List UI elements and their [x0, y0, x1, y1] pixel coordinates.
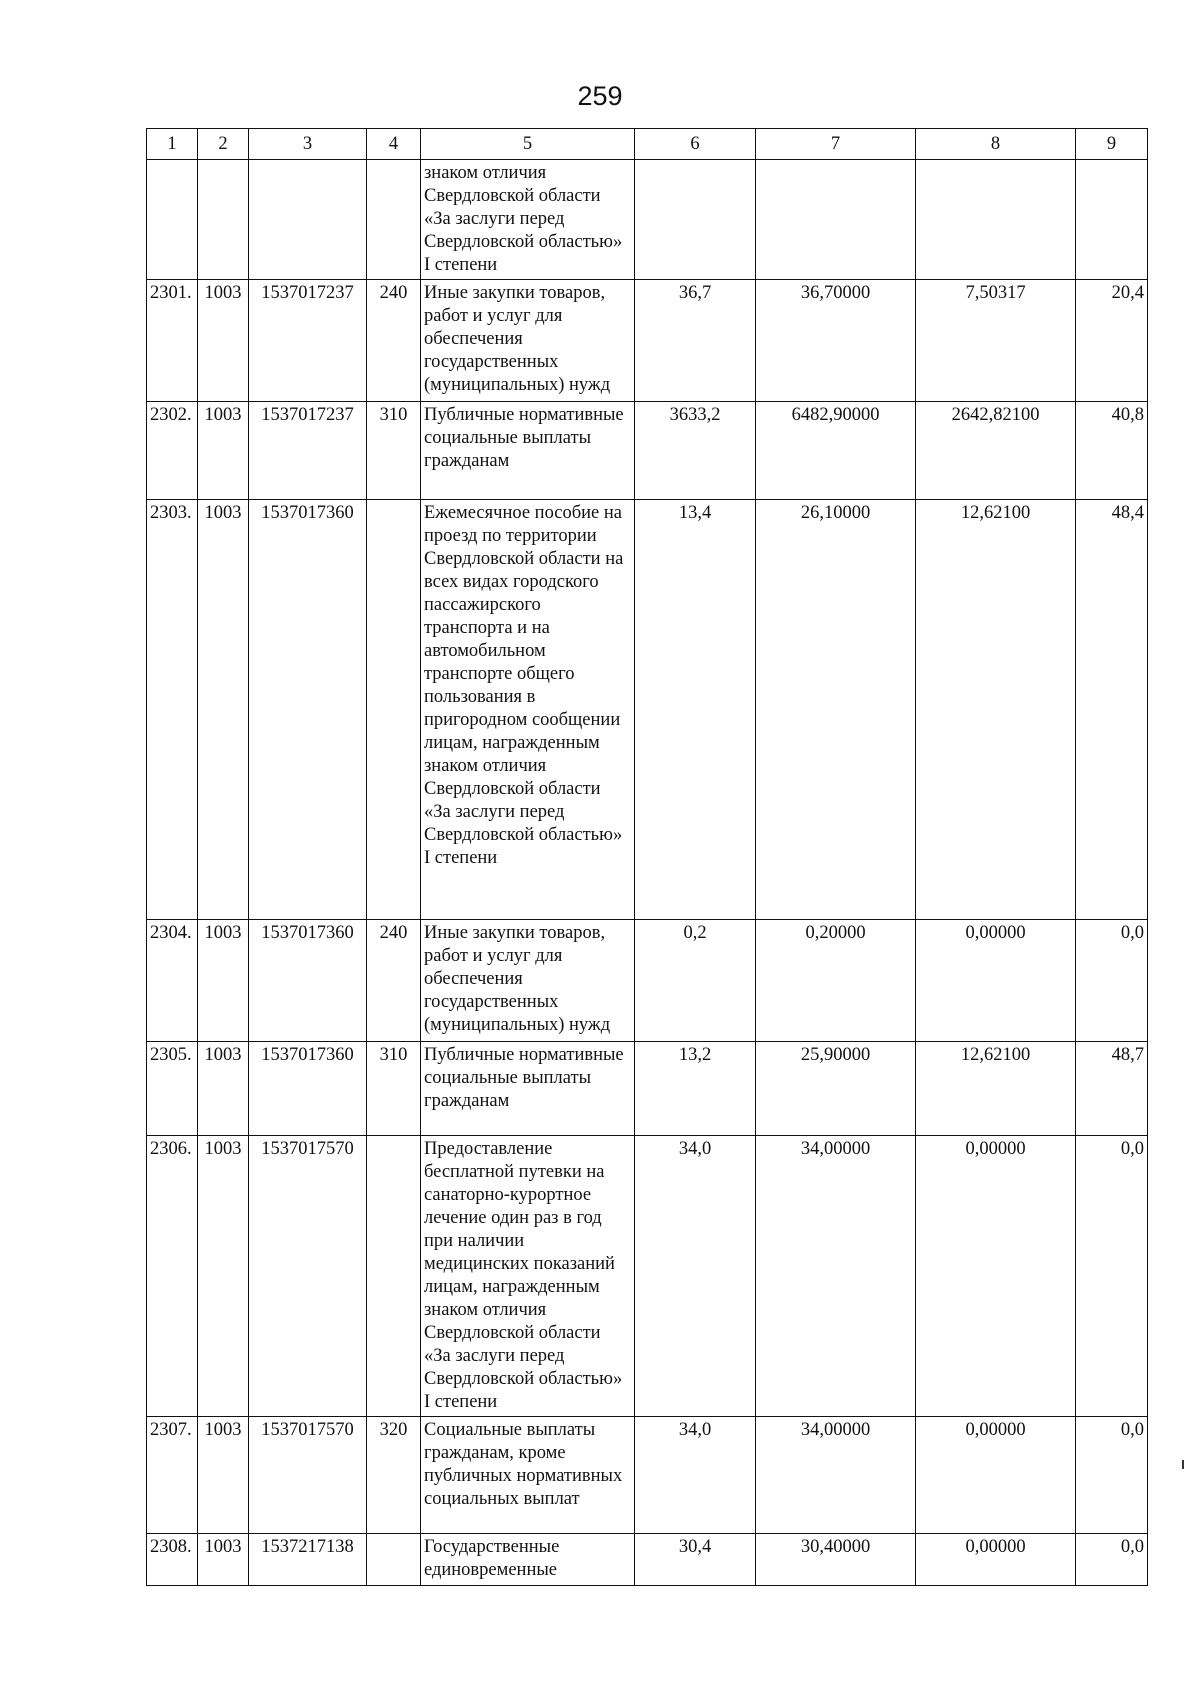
section-code: 1003: [198, 920, 249, 1042]
target-code: 1537017570: [249, 1417, 367, 1534]
value-col6: [635, 160, 756, 280]
header-cell-8: 8: [916, 129, 1076, 160]
table-row: [147, 1136, 1148, 1417]
percent-col9: [1076, 160, 1148, 280]
target-code: 1537217138: [249, 1534, 367, 1586]
value-col8: 0,00000: [916, 1534, 1076, 1586]
percent-col9: 0,0: [1076, 1534, 1148, 1586]
value-col8: 12,62100: [916, 500, 1076, 920]
description: знаком отличия Свердловской области «За заслуги перед Свердловской областью» I степени: [421, 160, 635, 280]
value-col8: 12,62100: [916, 1042, 1076, 1136]
value-col6: 0,2: [635, 920, 756, 1042]
section-code: 1003: [198, 1136, 249, 1417]
header-cell-4: 4: [367, 129, 421, 160]
section-code: 1003: [198, 1534, 249, 1586]
percent-col9: 48,7: [1076, 1042, 1148, 1136]
percent-col9: 0,0: [1076, 1417, 1148, 1534]
description: Предоставление бесплатной путевки на санаторно-курортное лечение один раз в год при наличии медицинских показаний лицам, награжденным знаком отличия Свердловской области «За заслуги перед Свердловской областью» I степени: [421, 1136, 635, 1417]
value-col8: 2642,82100: [916, 402, 1076, 500]
section-code: [198, 160, 249, 280]
table-row: [147, 500, 1148, 920]
row-number: [147, 160, 198, 280]
value-col6: 3633,2: [635, 402, 756, 500]
value-col7: [756, 160, 916, 280]
value-col7: 26,10000: [756, 500, 916, 920]
scan-speck: [1182, 1460, 1184, 1469]
section-code: 1003: [198, 500, 249, 920]
percent-col9: 0,0: [1076, 920, 1148, 1042]
row-number: 2304.: [147, 920, 198, 1042]
header-cell-9: 9: [1076, 129, 1148, 160]
description: Ежемесячное пособие на проезд по территории Свердловской области на всех видах городского пассажирского транспорта и на автомобильном транспорте общего пользования в пригородном сообщении лицам, награжденным знаком отличия Свердловской области «За заслуги перед Свердловской областью» I степени: [421, 500, 635, 920]
header-row: [147, 129, 1148, 160]
section-code: 1003: [198, 1042, 249, 1136]
description: Иные закупки товаров, работ и услуг для обеспечения государственных (муниципальных) нужд: [421, 920, 635, 1042]
header-cell-2: 2: [198, 129, 249, 160]
target-code: 1537017570: [249, 1136, 367, 1417]
table-row: [147, 280, 1148, 402]
table-row: [147, 1417, 1148, 1534]
value-col6: 34,0: [635, 1417, 756, 1534]
row-number: 2302.: [147, 402, 198, 500]
target-code: 1537017237: [249, 280, 367, 402]
description: Государственные единовременные: [421, 1534, 635, 1586]
expense-type-code: 240: [367, 280, 421, 402]
row-number: 2305.: [147, 1042, 198, 1136]
expense-type-code: [367, 1136, 421, 1417]
value-col7: 25,90000: [756, 1042, 916, 1136]
expense-type-code: 240: [367, 920, 421, 1042]
value-col7: 0,20000: [756, 920, 916, 1042]
target-code: [249, 160, 367, 280]
value-col7: 34,00000: [756, 1136, 916, 1417]
expense-type-code: 310: [367, 1042, 421, 1136]
page-number: 259: [577, 81, 623, 111]
header-cell-1: 1: [147, 129, 198, 160]
value-col6: 36,7: [635, 280, 756, 402]
header-cell-3: 3: [249, 129, 367, 160]
description: Публичные нормативные социальные выплаты гражданам: [421, 402, 635, 500]
table-row: [147, 1534, 1148, 1586]
header-cell-7: 7: [756, 129, 916, 160]
value-col7: 36,70000: [756, 280, 916, 402]
description: Иные закупки товаров, работ и услуг для обеспечения государственных (муниципальных) нужд: [421, 280, 635, 402]
header-cell-6: 6: [635, 129, 756, 160]
description: Публичные нормативные социальные выплаты гражданам: [421, 1042, 635, 1136]
percent-col9: 0,0: [1076, 1136, 1148, 1417]
description: Социальные выплаты гражданам, кроме публичных нормативных социальных выплат: [421, 1417, 635, 1534]
section-code: 1003: [198, 280, 249, 402]
expense-type-code: [367, 500, 421, 920]
row-number: 2308.: [147, 1534, 198, 1586]
value-col8: 7,50317: [916, 280, 1076, 402]
row-number: 2307.: [147, 1417, 198, 1534]
table-row: [147, 920, 1148, 1042]
value-col8: [916, 160, 1076, 280]
row-number: 2301.: [147, 280, 198, 402]
target-code: 1537017360: [249, 1042, 367, 1136]
expense-type-code: [367, 1534, 421, 1586]
value-col6: 13,2: [635, 1042, 756, 1136]
percent-col9: 48,4: [1076, 500, 1148, 920]
table-row: [147, 1042, 1148, 1136]
table-row: [147, 402, 1148, 500]
value-col6: 13,4: [635, 500, 756, 920]
value-col8: 0,00000: [916, 1136, 1076, 1417]
target-code: 1537017237: [249, 402, 367, 500]
section-code: 1003: [198, 402, 249, 500]
expense-type-code: 310: [367, 402, 421, 500]
value-col7: 30,40000: [756, 1534, 916, 1586]
target-code: 1537017360: [249, 920, 367, 1042]
value-col6: 34,0: [635, 1136, 756, 1417]
value-col8: 0,00000: [916, 920, 1076, 1042]
budget-table: [146, 128, 1148, 1586]
value-col7: 6482,90000: [756, 402, 916, 500]
section-code: 1003: [198, 1417, 249, 1534]
percent-col9: 20,4: [1076, 280, 1148, 402]
row-number: 2306.: [147, 1136, 198, 1417]
target-code: 1537017360: [249, 500, 367, 920]
value-col7: 34,00000: [756, 1417, 916, 1534]
value-col6: 30,4: [635, 1534, 756, 1586]
header-cell-5: 5: [421, 129, 635, 160]
table-row: [147, 160, 1148, 280]
percent-col9: 40,8: [1076, 402, 1148, 500]
value-col8: 0,00000: [916, 1417, 1076, 1534]
expense-type-code: 320: [367, 1417, 421, 1534]
expense-type-code: [367, 160, 421, 280]
row-number: 2303.: [147, 500, 198, 920]
